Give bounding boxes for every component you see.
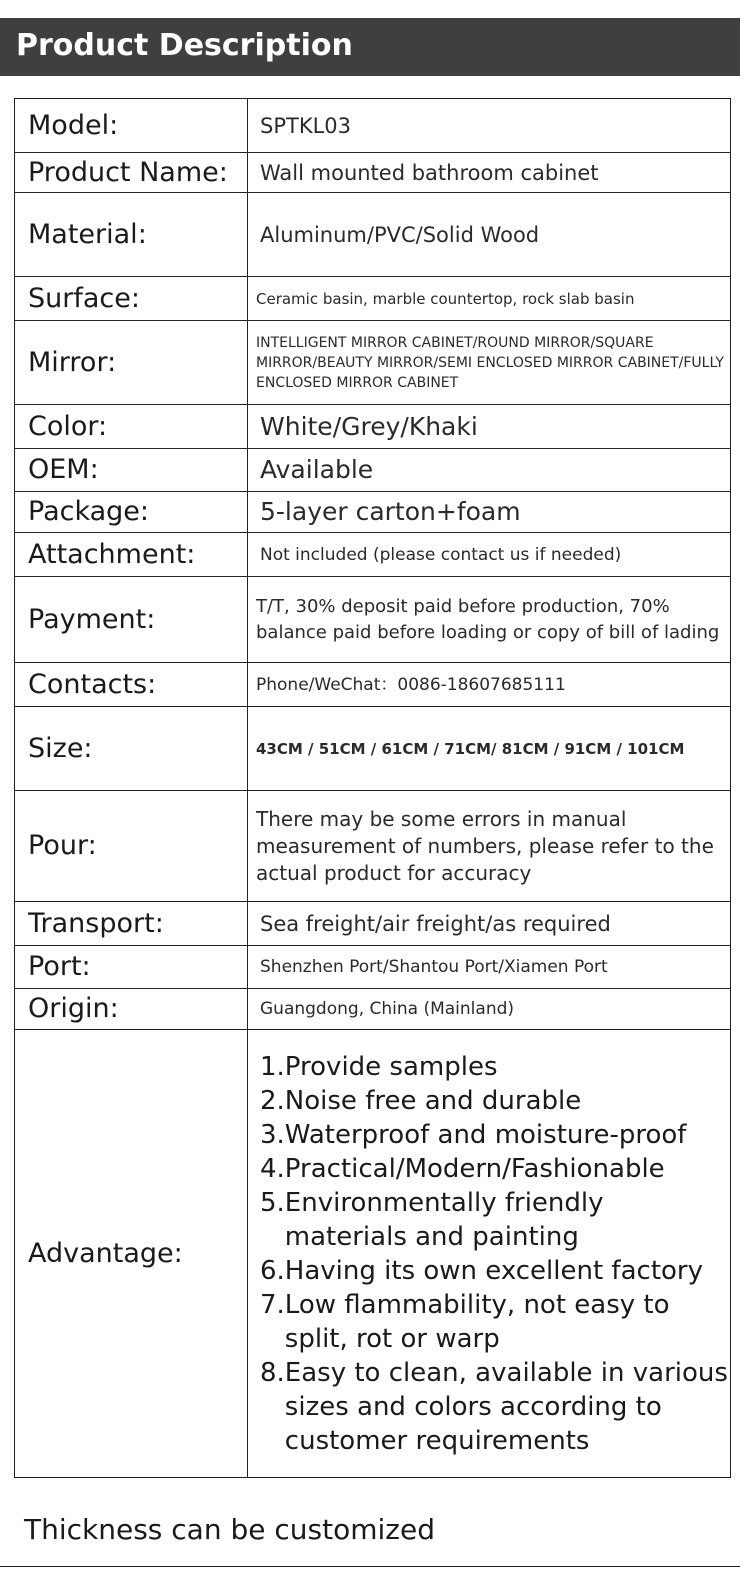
spec-label-pour: Pour:: [28, 830, 97, 861]
spec-label-oem: OEM:: [28, 454, 99, 485]
spec-value-pour: There may be some errors in manual measurement of numbers, please refer to the actual product for accuracy: [256, 806, 714, 885]
spec-label-material: Material:: [28, 218, 147, 250]
spec-value-size: 43CM / 51CM / 61CM / 71CM/ 81CM / 91CM / 101CM: [256, 739, 685, 758]
advantage-item: 4.Practical/Modern/Fashionable: [260, 1153, 665, 1184]
spec-value-mirror: INTELLIGENT MIRROR CABINET/ROUND MIRROR/SQUARE MIRROR/BEAUTY MIRROR/SEMI ENCLOSED MIRROR CABINET/FULLY ENCLOSED MIRROR CABINET: [256, 334, 724, 391]
spec-row-transport: [15, 902, 731, 946]
advantage-item: 1.Provide samples: [260, 1051, 498, 1082]
spec-label-surface: Surface:: [28, 282, 140, 314]
spec-value-cell: [248, 707, 731, 791]
spec-label-cell: [15, 492, 248, 533]
footer-divider: [0, 1566, 740, 1567]
spec-label-contacts: Contacts:: [28, 668, 157, 700]
spec-label-model: Model:: [28, 109, 119, 141]
spec-row-size: [15, 707, 731, 791]
spec-label-package: Package:: [28, 496, 150, 527]
advantage-list: [248, 1050, 730, 1458]
advantage-item: 2.Noise free and durable: [260, 1085, 582, 1116]
spec-value-surface: Ceramic basin, marble countertop, rock slab basin: [256, 289, 635, 308]
spec-value-package: 5-layer carton+foam: [260, 497, 521, 526]
spec-label-cell: [15, 449, 248, 492]
advantage-item: 5.Environmentally friendly materials and painting: [260, 1187, 604, 1252]
spec-label-origin: Origin:: [28, 993, 119, 1024]
spec-row-oem: [15, 449, 731, 492]
spec-row-product-name: [15, 153, 731, 193]
spec-label-cell: [15, 321, 248, 405]
spec-label-cell: [15, 1030, 248, 1478]
spec-label-cell: [15, 405, 248, 449]
spec-value-origin: Guangdong, China (Mainland): [260, 999, 515, 1019]
spec-value-cell: [248, 277, 731, 321]
spec-label-cell: [15, 577, 248, 663]
spec-row-surface: [15, 277, 731, 321]
spec-value-cell: [248, 989, 731, 1030]
spec-value-attachment: Not included (please contact us if needed): [260, 544, 622, 565]
spec-label-color: Color:: [28, 410, 108, 442]
spec-value-cell: [248, 791, 731, 902]
spec-label-cell: [15, 707, 248, 791]
section-title: Product Description: [16, 28, 353, 63]
spec-label-cell: [15, 193, 248, 277]
spec-label-advantage: Advantage:: [28, 1237, 183, 1269]
spec-value-color: White/Grey/Khaki: [260, 411, 478, 441]
advantage-item: 6.Having its own excellent factory: [260, 1255, 703, 1286]
advantage-item: 3.Waterproof and moisture-proof: [260, 1119, 687, 1150]
spec-value-cell: [248, 449, 731, 492]
spec-value-model: SPTKL03: [260, 113, 352, 138]
spec-value-cell: [248, 663, 731, 707]
spec-label-attachment: Attachment:: [28, 538, 196, 570]
spec-label-cell: [15, 663, 248, 707]
section-header: [0, 18, 740, 76]
product-spec-table: [14, 98, 731, 1478]
spec-row-mirror: [15, 321, 731, 405]
spec-label-port: Port:: [28, 951, 91, 982]
spec-row-origin: [15, 989, 731, 1030]
spec-value-port: Shenzhen Port/Shantou Port/Xiamen Port: [260, 957, 608, 977]
spec-value-cell: [248, 902, 731, 946]
spec-label-cell: [15, 902, 248, 946]
spec-value-cell: [248, 321, 731, 405]
spec-row-port: [15, 946, 731, 989]
spec-label-transport: Transport:: [28, 907, 164, 939]
spec-label-size: Size:: [28, 732, 93, 764]
spec-row-attachment: [15, 533, 731, 577]
spec-value-material: Aluminum/PVC/Solid Wood: [260, 222, 540, 247]
spec-label-cell: [15, 153, 248, 193]
spec-label-cell: [15, 99, 248, 153]
spec-value-cell: [248, 946, 731, 989]
spec-label-cell: [15, 277, 248, 321]
advantage-list-cell: [248, 1030, 731, 1478]
spec-label-cell: [15, 946, 248, 989]
spec-row-advantage: [15, 1030, 731, 1478]
spec-row-payment: [15, 577, 731, 663]
advantage-item: 8.Easy to clean, available in various sizes and colors according to customer requirements: [260, 1357, 728, 1456]
spec-value-cell: [248, 193, 731, 277]
spec-value-cell: [248, 153, 731, 193]
spec-row-color: [15, 405, 731, 449]
spec-label-cell: [15, 791, 248, 902]
spec-value-product-name: Wall mounted bathroom cabinet: [260, 160, 599, 185]
customization-note: Thickness can be customized: [24, 1513, 435, 1546]
spec-value-cell: [248, 99, 731, 153]
spec-value-payment: T/T, 30% deposit paid before production, 70% balance paid before loading or copy of bill of lading: [256, 595, 720, 643]
spec-value-contacts: Phone/WeChat：0086-18607685111: [256, 674, 566, 695]
spec-row-package: [15, 492, 731, 533]
spec-row-model: [15, 99, 731, 153]
spec-value-cell: [248, 492, 731, 533]
spec-value-transport: Sea freight/air freight/as required: [260, 911, 611, 936]
spec-label-cell: [15, 989, 248, 1030]
spec-value-oem: Available: [260, 455, 374, 484]
advantage-item: 7.Low flammability, not easy to split, rot or warp: [260, 1289, 670, 1354]
spec-label-payment: Payment:: [28, 603, 156, 635]
spec-label-mirror: Mirror:: [28, 346, 117, 378]
spec-value-cell: [248, 405, 731, 449]
spec-row-material: [15, 193, 731, 277]
spec-value-cell: [248, 533, 731, 577]
spec-row-pour: [15, 791, 731, 902]
spec-value-cell: [248, 577, 731, 663]
spec-label-cell: [15, 533, 248, 577]
spec-row-contacts: [15, 663, 731, 707]
spec-label-product-name: Product Name:: [28, 156, 228, 188]
